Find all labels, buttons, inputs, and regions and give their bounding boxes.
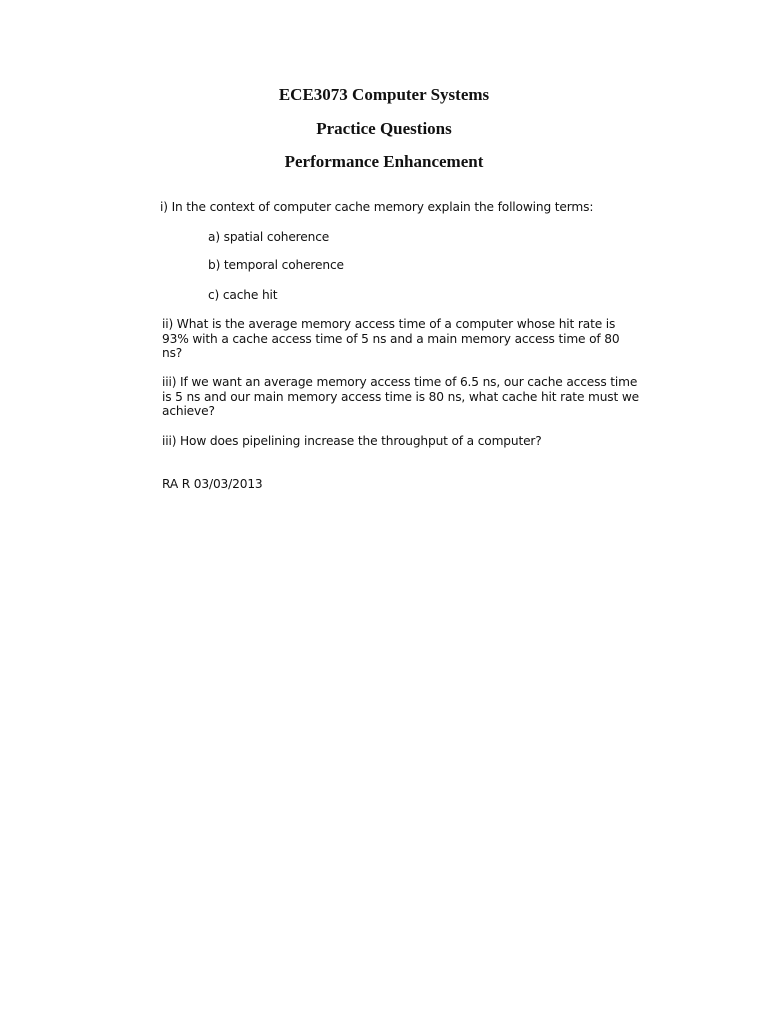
question-1-part-c: c) cache hit [208,288,278,302]
question-2 [162,317,620,361]
topic-title: Performance Enhancement [284,152,484,171]
question-3-line: is 5 ns and our main memory access time is 80 ns, what cache hit rate must we [162,389,640,404]
course-title: ECE3073 Computer Systems [278,85,490,104]
author-date-signature: RA R 03/03/2013 [162,477,263,491]
question-3 [162,375,639,419]
question-3-line: iii) If we want an average memory access time of 6.5 ns, our cache access time [162,375,638,389]
question-2-line: ns? [162,346,183,360]
question-3-line: achieve? [162,404,215,418]
question-2-line: ii) What is the average memory access time of a computer whose hit rate is [162,317,616,331]
question-1-part-a: a) spatial coherence [208,230,330,244]
document-subtitle: Practice Questions [316,119,452,138]
question-1-part-b: b) temporal coherence [208,258,344,272]
question-2-line: 93% with a cache access time of 5 ns and a main memory access time of 80 [162,331,620,346]
question-1: i) In the context of computer cache memory explain the following terms: [160,200,594,214]
question-4: iii) How does pipelining increase the throughput of a computer? [162,434,542,448]
